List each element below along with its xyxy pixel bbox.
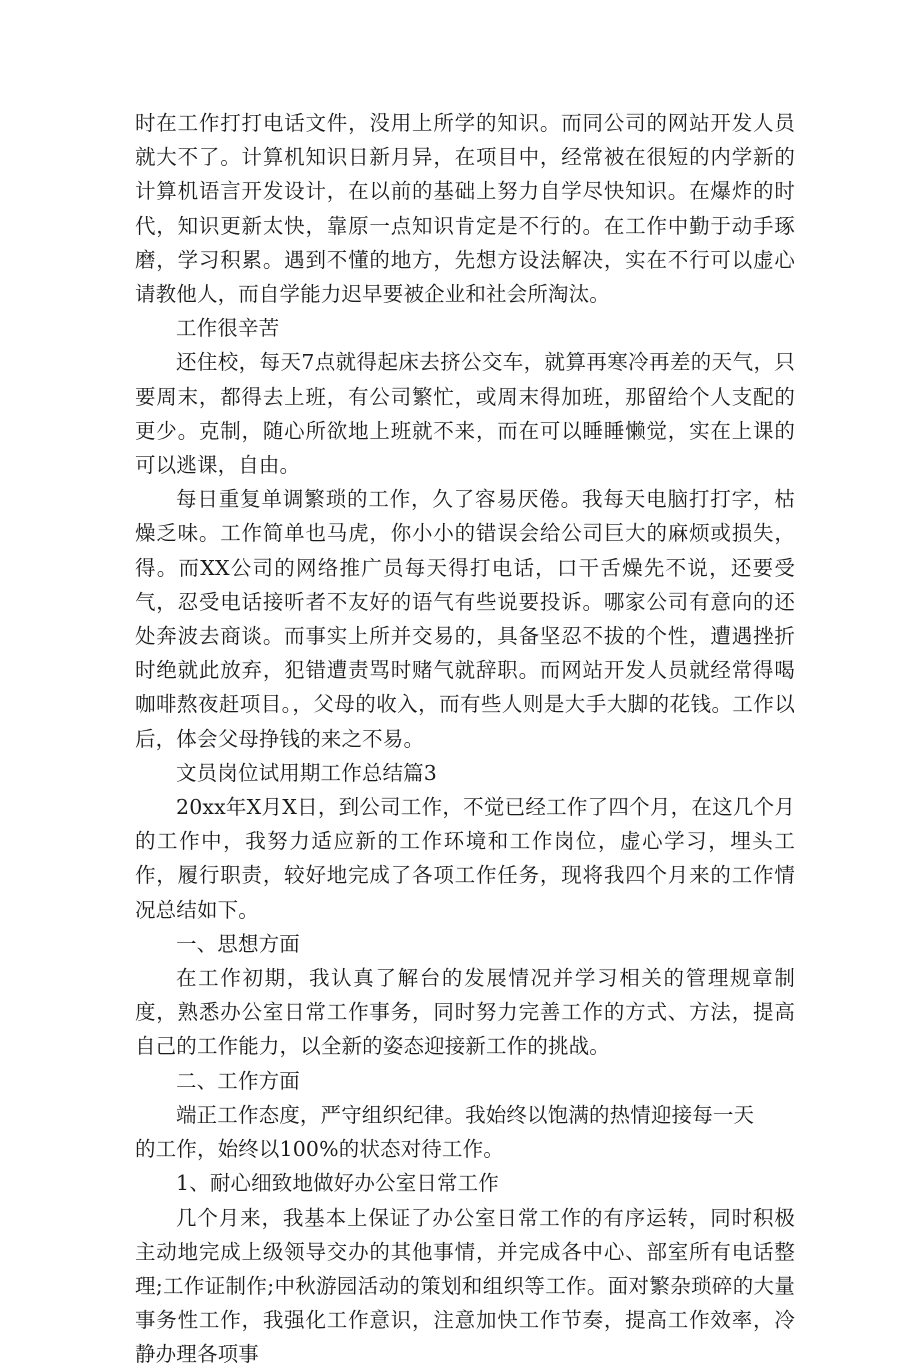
paragraph-continued: 时在工作打打电话文件，没用上所学的知识。而同公司的网站开发人员就大不了。计算机知识日新月异，在项目中，经常被在很短的内学新的计算机语言开发设计，在以前的基础上努力自学尽快知识。在爆炸的时代，知识更新太快，靠原一点知识肯定是不行的。在工作中勤于动手琢磨，学习积累。遇到不懂的地方，先想方设法解决，实在不行可以虚心请教他人，而自学能力迟早要被企业和社会所淘汰。	[135, 111, 795, 307]
section-heading-work: 二、工作方面	[176, 1068, 300, 1093]
section-heading-hard-work: 工作很辛苦	[176, 316, 280, 341]
paragraph-commute: 还住校，每天7点就得起床去挤公交车，就算再寒冷再差的天气，只要周末，都得去上班，有公司繁忙，或周末得加班，那留给个人支配的更少。克制，随心所欲地上班就不来，而在可以睡睡懒觉，实在上课的可以逃课，自由。	[135, 350, 795, 478]
paragraph-office-work: 几个月来，我基本上保证了办公室日常工作的有序运转，同时积极主动地完成上级领导交办的其他事情，并完成各中心、部室所有电话整理;工作证制作;中秋游园活动的策划和组织等工作。面对繁杂琐碎的大量事务性工作，我强化工作意识，注意加快工作节奏，提高工作效率，冷静办理各项事	[135, 1205, 795, 1367]
document-body	[135, 106, 795, 1372]
paragraph-intro: 20xx年X月X日，到公司工作，不觉已经工作了四个月，在这几个月的工作中，我努力适应新的工作环境和工作岗位，虚心学习，埋头工作，履行职责，较好地完成了各项工作任务，现将我四个月来的工作情况总结如下。	[135, 795, 795, 922]
section-heading-thought: 一、思想方面	[176, 931, 300, 956]
paragraph-thought: 在工作初期，我认真了解台的发展情况并学习相关的管理规章制度，熟悉办公室日常工作事务，同时努力完善工作的方式、方法，提高自己的工作能力，以全新的姿态迎接新工作的挑战。	[135, 966, 795, 1059]
paragraph-attitude-line1: 端正工作态度，严守组织纪律。我始终以饱满的热情迎接每一天	[176, 1102, 755, 1127]
paragraph-attitude-line2: 的工作，始终以100%的状态对待工作。	[135, 1137, 504, 1162]
subsection-heading-office: 1、耐心细致地做好办公室日常工作	[176, 1171, 499, 1196]
document-title-part3: 文员岗位试用期工作总结篇3	[176, 760, 437, 785]
paragraph-attitude	[135, 1098, 795, 1166]
paragraph-daily-routine: 每日重复单调繁琐的工作，久了容易厌倦。我每天电脑打打字，枯燥乏味。工作简单也马虎，你小小的错误会给公司巨大的麻烦或损失，得。而XX公司的网络推广员每天得打电话，口干舌燥先不说，还要受气，忍受电话接听者不友好的语气有些说要投诉。哪家公司有意向的还处奔波去商谈。而事实上所并交易的，具备坚忍不拔的个性，遭遇挫折时绝就此放弃，犯错遭责骂时赌气就辞职。而网站开发人员就经常得喝咖啡熬夜赶项目。，父母的收入，而有些人则是大手大脚的花钱。工作以后，体会父母挣钱的来之不易。	[135, 487, 795, 751]
